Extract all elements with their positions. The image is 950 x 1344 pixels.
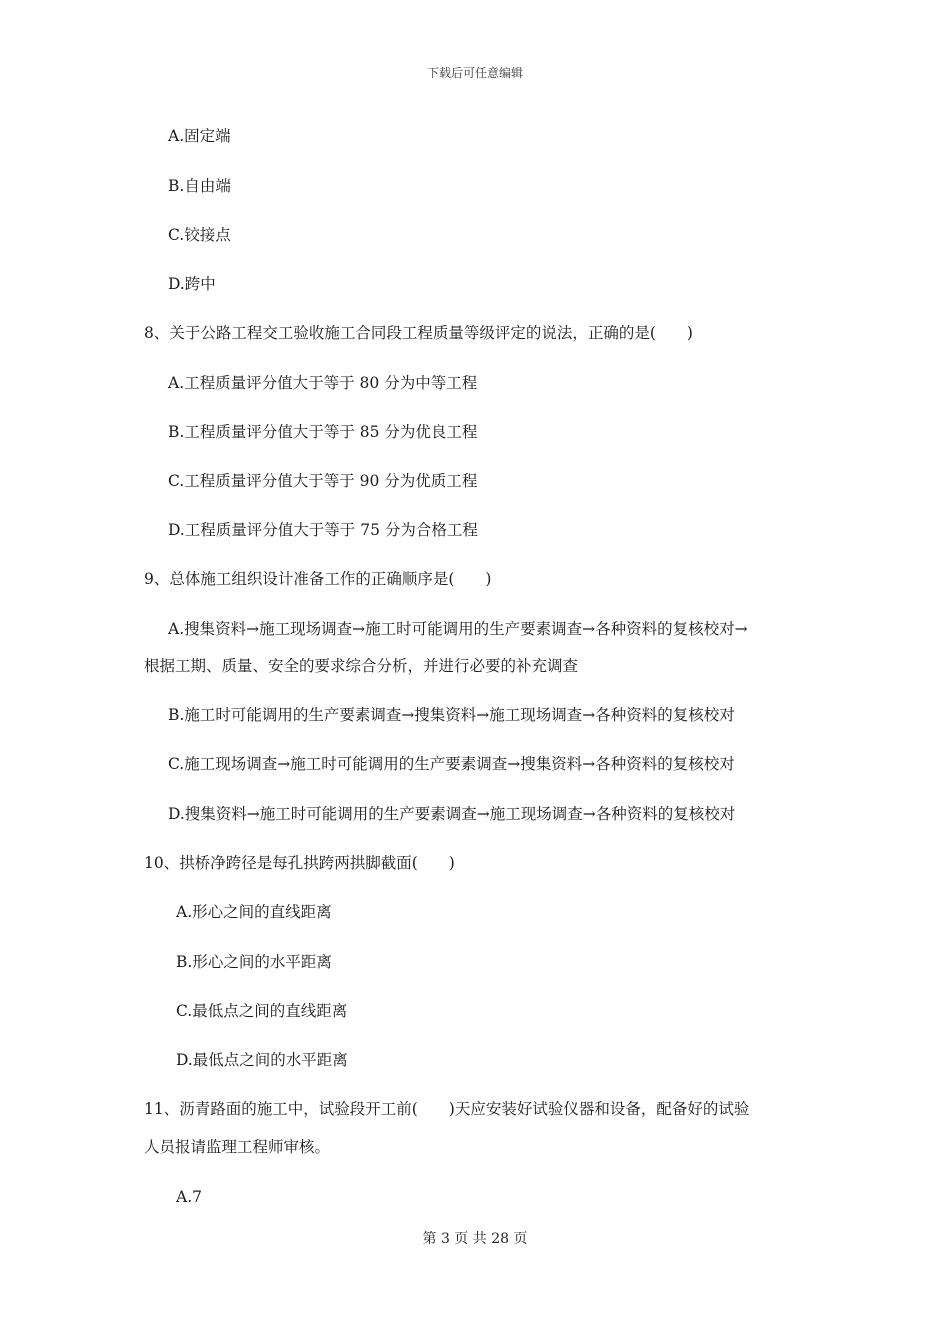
q8-option-a: A.工程质量评分值大于等于 80 分为中等工程 [168,374,478,392]
q10-option-b: B.形心之间的水平距离 [176,953,332,971]
page-header: 下载后可任意编辑 [426,66,523,80]
q10-stem: 10、拱桥净跨径是每孔拱跨两拱脚截面( ) [144,854,455,872]
q7-option-c: C.铰接点 [168,226,231,244]
q11-stem-line1: 11、沥青路面的施工中，试验段开工前( )天应安装好试验仪器和设备，配备好的试验 [144,1100,750,1118]
q7-option-b: B.自由端 [168,177,231,195]
q10-option-c: C.最低点之间的直线距离 [176,1002,348,1020]
page-footer: 第 3 页 共 28 页 [422,1231,528,1247]
q11-option-a: A.7 [176,1188,202,1206]
q9-option-b: B.施工时可能调用的生产要素调查→搜集资料→施工现场调查→各种资料的复核校对 [168,706,735,724]
q10-option-d: D.最低点之间的水平距离 [176,1051,348,1069]
q10-option-a: A.形心之间的直线距离 [176,903,332,921]
q8-option-b: B.工程质量评分值大于等于 85 分为优良工程 [168,423,478,441]
q11-stem-line2: 人员报请监理工程师审核。 [144,1138,331,1156]
q9-option-d: D.搜集资料→施工时可能调用的生产要素调查→施工现场调查→各种资料的复核校对 [168,805,736,823]
q8-stem: 8、关于公路工程交工验收施工合同段工程质量等级评定的说法，正确的是( ) [144,324,693,342]
q9-option-c: C.施工现场调查→施工时可能调用的生产要素调查→搜集资料→各种资料的复核校对 [168,755,735,773]
q8-option-d: D.工程质量评分值大于等于 75 分为合格工程 [168,521,478,539]
q9-stem: 9、总体施工组织设计准备工作的正确顺序是( ) [144,570,492,588]
q9-option-a-line2: 根据工期、质量、安全的要求综合分析，并进行必要的补充调查 [144,657,579,675]
q7-option-d: D.跨中 [168,275,216,293]
q9-option-a-line1: A.搜集资料→施工现场调查→施工时可能调用的生产要素调查→各种资料的复核校对→ [168,620,748,638]
q8-option-c: C.工程质量评分值大于等于 90 分为优质工程 [168,472,478,490]
q7-option-a: A.固定端 [168,127,231,145]
